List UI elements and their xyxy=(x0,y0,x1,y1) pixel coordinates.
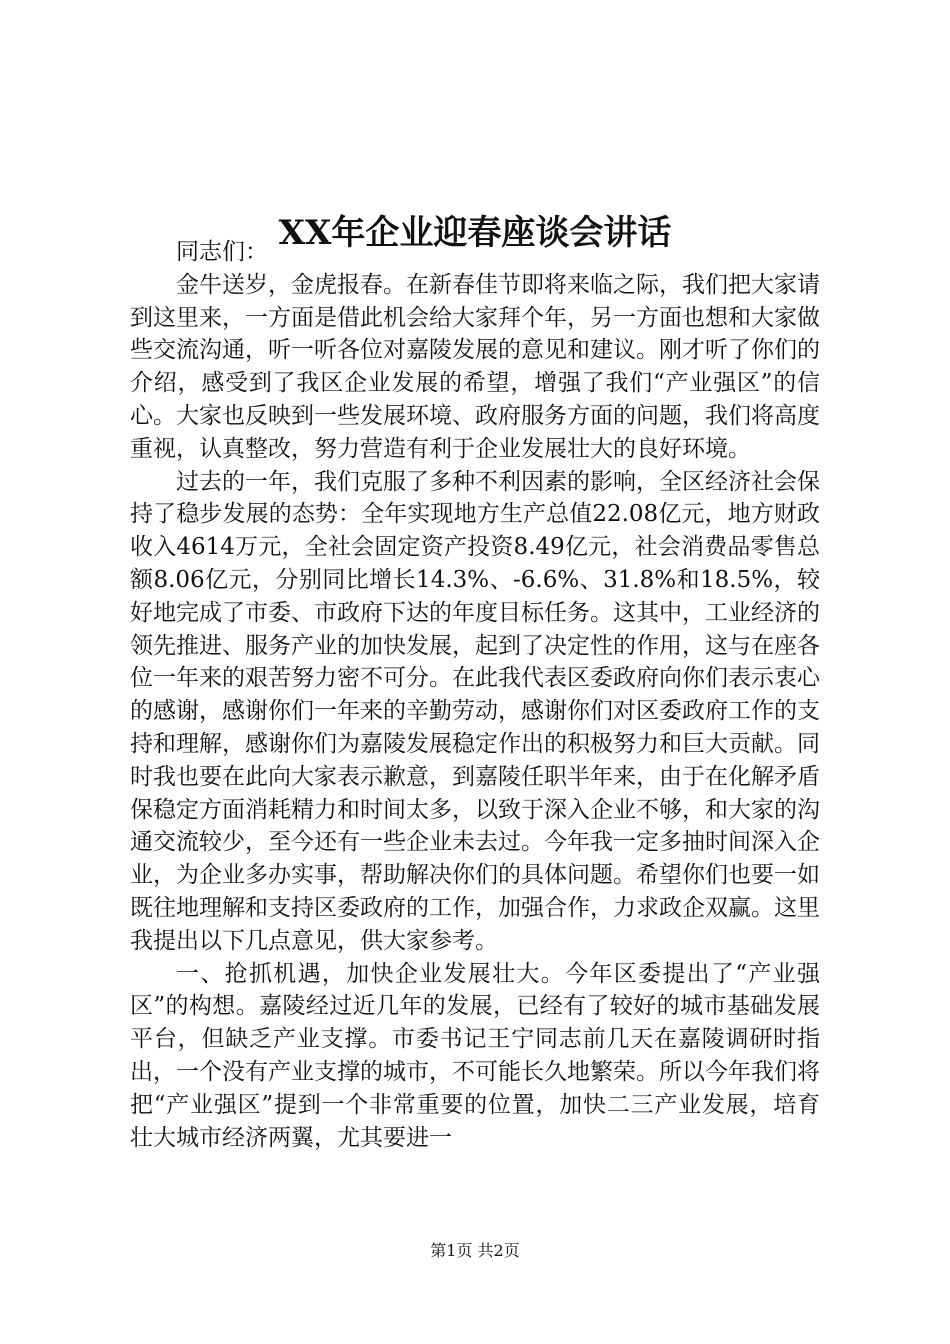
page-footer: 第1页 共2页 xyxy=(430,1241,520,1260)
document-body xyxy=(130,236,820,1154)
document-title: XX年企业迎春座谈会讲话 xyxy=(278,212,672,253)
section-one-paragraph: 一、抢抓机遇，加快企业发展壮大。今年区委提出了“产业强区”的构想。嘉陵经过近几年的发展，已经有了较好的城市基础发展平台，但缺乏产业支撑。市委书记王宁同志前几天在嘉陵调研时指出，一个没有产业支撑的城市，不可能长久地繁荣。所以今年我们将把“产业强区”提到一个非常重要的位置，加快二三产业发展，培育壮大城市经济两翼，尤其要进一 xyxy=(130,960,820,1151)
review-paragraph: 过去的一年，我们克服了多种不利因素的影响，全区经济社会保持了稳步发展的态势：全年实现地方生产总值22.08亿元，地方财政收入4614万元，全社会固定资产投资8.49亿元，社会消费品零售总额8.06亿元，分别同比增长14.3%、-6.6%、31.8%和18.5%，较好地完成了市委、市政府下达的年度目标任务。这其中，工业经济的领先推进、服务产业的加快发展，起到了决定性的作用，这与在座各位一年来的艰苦努力密不可分。在此我代表区委政府向你们表示衷心的感谢，感谢你们一年来的辛勤劳动，感谢你们对区委政府工作的支持和理解，感谢你们为嘉陵发展稳定作出的积极努力和巨大贡献。同时我也要在此向大家表示歉意，到嘉陵任职半年来，由于在化解矛盾保稳定方面消耗精力和时间太多，以致于深入企业不够，和大家的沟通交流较少，至今还有一些企业未去过。今年我一定多抽时间深入企业，为企业多办实事，帮助解决你们的具体问题。希望你们也要一如既往地理解和支持区委政府的工作，加强合作，力求政企双赢。这里我提出以下几点意见，供大家参考。 xyxy=(130,468,820,954)
opening-paragraph: 金牛送岁，金虎报春。在新春佳节即将来临之际，我们把大家请到这里来，一方面是借此机会给大家拜个年，另一方面也想和大家做些交流沟通，听一听各位对嘉陵发展的意见和建议。刚才听了你们的介绍，感受到了我区企业发展的希望，增强了我们“产业强区”的信心。大家也反映到一些发展环境、政府服务方面的问题，我们将高度重视，认真整改，努力营造有利于企业发展壮大的良好环境。 xyxy=(130,271,820,462)
salutation-paragraph: 同志们： xyxy=(176,239,268,265)
